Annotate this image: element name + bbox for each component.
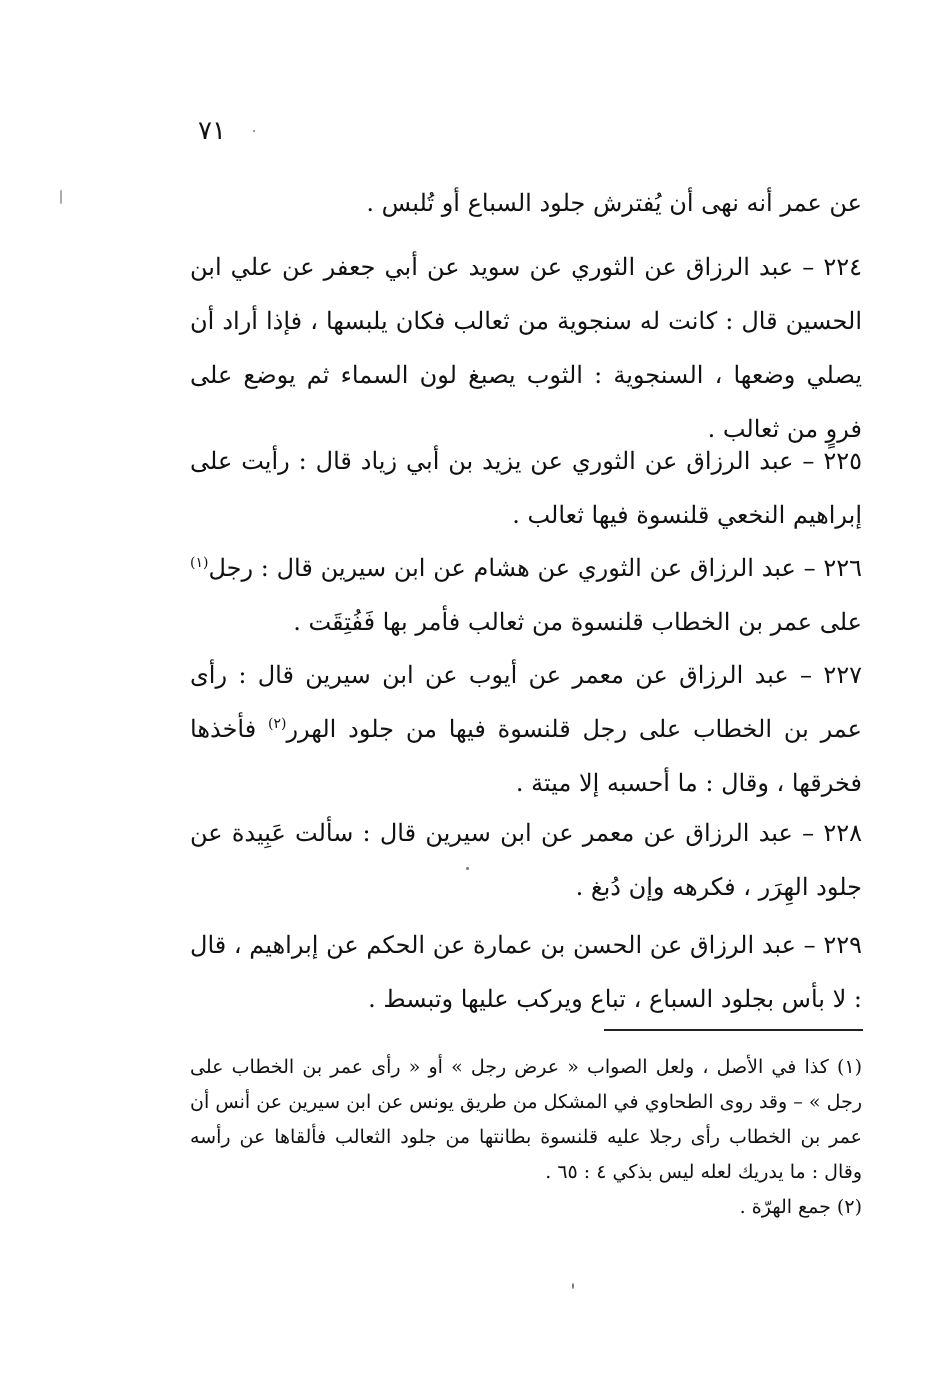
- hadith-224: [190, 240, 862, 456]
- paragraph-intro-text: عن عمر أنه نهى أن يُفترش جلود السباع أو تُلبس .: [366, 189, 862, 217]
- hadith-226-part-b: على عمر بن الخطاب قلنسوة من ثعالب فأمر بها فَفُتِقَت .: [293, 608, 862, 636]
- hadith-227-text: [190, 648, 862, 810]
- hadith-227: [190, 648, 862, 810]
- footnotes-section: [190, 1050, 862, 1225]
- scan-speck: [253, 130, 255, 132]
- footnote-ref-2[interactable]: (٢): [268, 716, 287, 732]
- footnote-divider: [604, 1029, 863, 1031]
- footnote-2: (٢) جمع الهرّة .: [739, 1196, 862, 1218]
- hadith-225-text: ٢٢٥ – عبد الرزاق عن الثوري عن يزيد بن أبي زياد قال : رأيت على إبراهيم النخعي قلنسوة فيها ثعالب .: [190, 447, 862, 529]
- hadith-226-part-a: ٢٢٦ – عبد الرزاق عن الثوري عن هشام عن ابن سيرين قال : رجل: [208, 554, 862, 582]
- hadith-226: [190, 541, 862, 649]
- hadith-229-text: ٢٢٩ – عبد الرزاق عن الحسن بن عمارة عن الحكم عن إبراهيم ، قال : لا بأس بجلود السباع ، تباع ويركب عليها وتبسط .: [190, 931, 862, 1013]
- hadith-228: [190, 806, 862, 914]
- footnote-1: (١) كذا في الأصل ، ولعل الصواب « عرض رجل » أو « رأى عمر بن الخطاب على رجل » – وقد روى الطحاوي في المشكل من طريق يونس عن ابن سيرين عن أنس أن عمر بن الخطاب رأى رجلا عليه قلنسوة بطانتها من جلود الثعالب فألقاها عن رأسه وقال : ما يدريك لعله ليس بذكي ٤ : ٦٥ .: [190, 1056, 862, 1183]
- page-number: ٧١: [198, 116, 226, 146]
- scan-speck: [572, 1283, 574, 1289]
- hadith-227-part-a: ٢٢٧ – عبد الرزاق عن معمر عن أيوب عن ابن سيرين قال : رأى عمر بن الخطاب على رجل قلنسوة فيها من جلود الهرر: [190, 661, 862, 743]
- hadith-225: [190, 434, 862, 542]
- hadith-227-part-b: فأخذها فخرقها ، وقال : ما أحسبه إلا ميتة .: [190, 715, 862, 797]
- hadith-228-text: ٢٢٨ – عبد الرزاق عن معمر عن ابن سيرين قال : سألت عَبِيدة عن جلود الهِرَر ، فكرهه وإن دُبغ .: [190, 819, 862, 901]
- footnote-ref-1[interactable]: (١): [190, 555, 209, 571]
- hadith-226-text: [190, 541, 862, 649]
- scan-speck: [466, 867, 469, 870]
- hadith-229: [190, 918, 862, 1026]
- paragraph-intro: [190, 176, 862, 230]
- hadith-224-text: ٢٢٤ – عبد الرزاق عن الثوري عن سويد عن أبي جعفر عن علي ابن الحسين قال : كانت له سنجوية من ثعالب فكان يلبسها ، فإذا أراد أن يصلي وضعها ، السنجوية : الثوب يصبغ لون السماء ثم يوضع على فروٍ من ثعالب .: [190, 253, 862, 443]
- scan-speck: [60, 190, 62, 204]
